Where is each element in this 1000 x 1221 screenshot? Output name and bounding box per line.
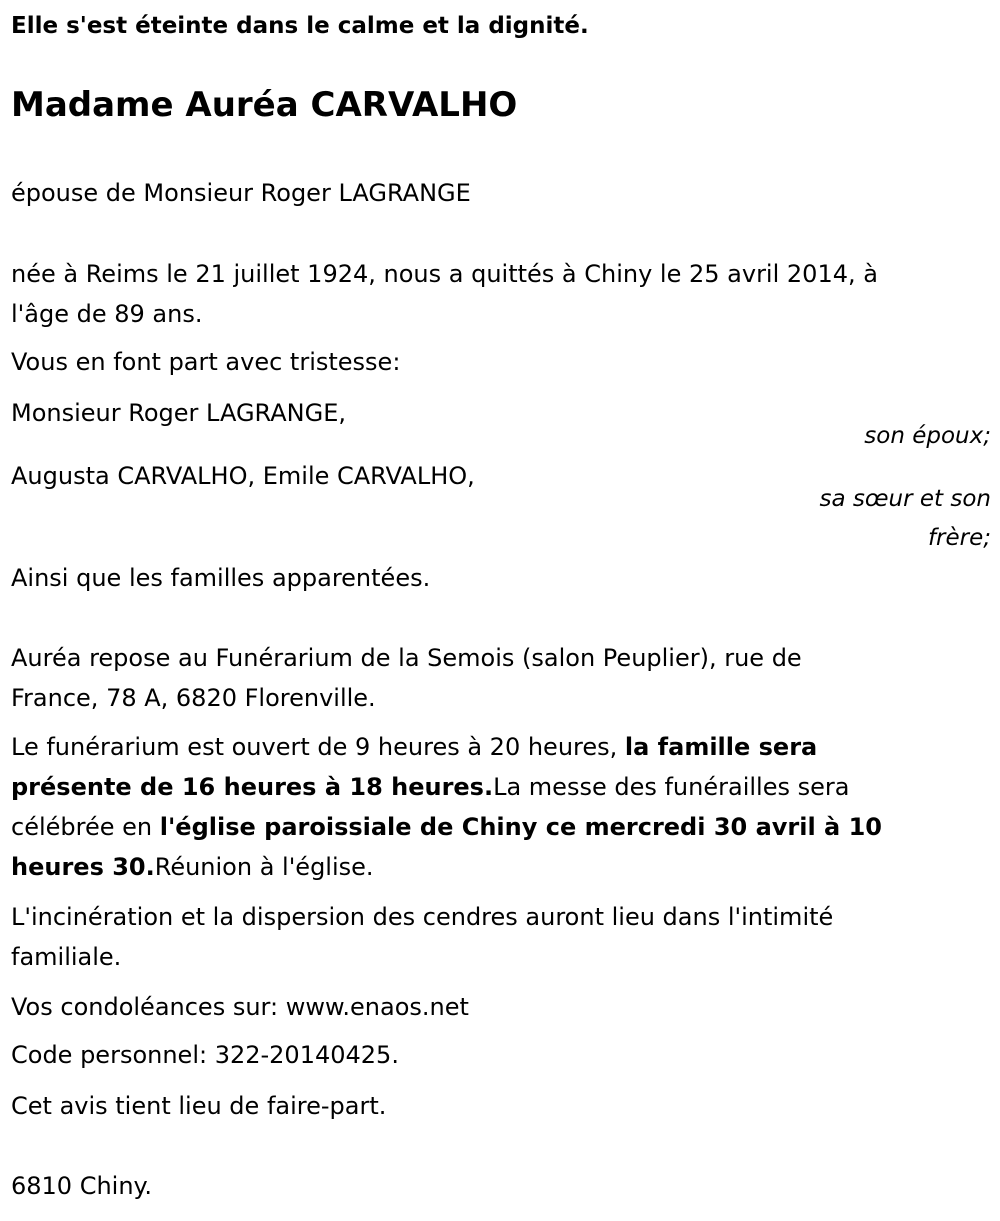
- deceased-name: Madame Auréa CARVALHO: [11, 85, 518, 125]
- birth-line-2: l'âge de 89 ans.: [11, 300, 203, 328]
- repose-line-2: France, 78 A, 6820 Florenville.: [11, 684, 376, 712]
- mass-intro: La messe des funérailles sera: [493, 773, 850, 801]
- family-role-2-line-1: sa sœur et son: [819, 486, 991, 512]
- incineration-line-2: familiale.: [11, 943, 122, 971]
- birth-line-1: née à Reims le 21 juillet 1924, nous a quittés à Chiny le 25 avril 2014, à: [11, 260, 878, 288]
- personal-code: Code personnel: 322-20140425.: [11, 1041, 399, 1069]
- church-date: l'église paroissiale de Chiny ce mercredi 30 avril à 10: [159, 813, 883, 841]
- funerarium-hours: Le funérarium est ouvert de 9 heures à 20 heures,: [11, 733, 625, 761]
- incineration-line-1: L'incinération et la dispersion des cendres auront lieu dans l'intimité: [11, 903, 834, 931]
- funerarium-line-1: [11, 727, 817, 767]
- intro-line: Elle s'est éteinte dans le calme et la dignité.: [11, 13, 589, 39]
- family-presence-start: la famille sera: [624, 733, 818, 761]
- repose-line-1: Auréa repose au Funérarium de la Semois (salon Peuplier), rue de: [11, 644, 802, 672]
- announce-line: Vous en font part avec tristesse:: [11, 348, 401, 376]
- church-time: heures 30.: [11, 853, 155, 881]
- family-names-2: Augusta CARVALHO, Emile CARVALHO,: [11, 462, 475, 490]
- relatives-line: Ainsi que les familles apparentées.: [11, 564, 431, 592]
- funerarium-line-3: [11, 807, 882, 847]
- funerarium-line-4: [11, 847, 374, 887]
- location-line: 6810 Chiny.: [11, 1172, 152, 1200]
- notice-line: Cet avis tient lieu de faire-part.: [11, 1092, 387, 1120]
- family-names-1: Monsieur Roger LAGRANGE,: [11, 399, 347, 427]
- family-presence-hours: présente de 16 heures à 18 heures.: [11, 773, 494, 801]
- family-role-1: son époux;: [864, 423, 991, 449]
- condolences-line: Vos condoléances sur: www.enaos.net: [11, 993, 469, 1021]
- mass-celebrated: célébrée en: [11, 813, 160, 841]
- meeting-place: Réunion à l'église.: [154, 853, 374, 881]
- funerarium-line-2: [11, 767, 849, 807]
- family-role-2-line-2: frère;: [927, 525, 991, 551]
- spouse-line: épouse de Monsieur Roger LAGRANGE: [11, 179, 471, 207]
